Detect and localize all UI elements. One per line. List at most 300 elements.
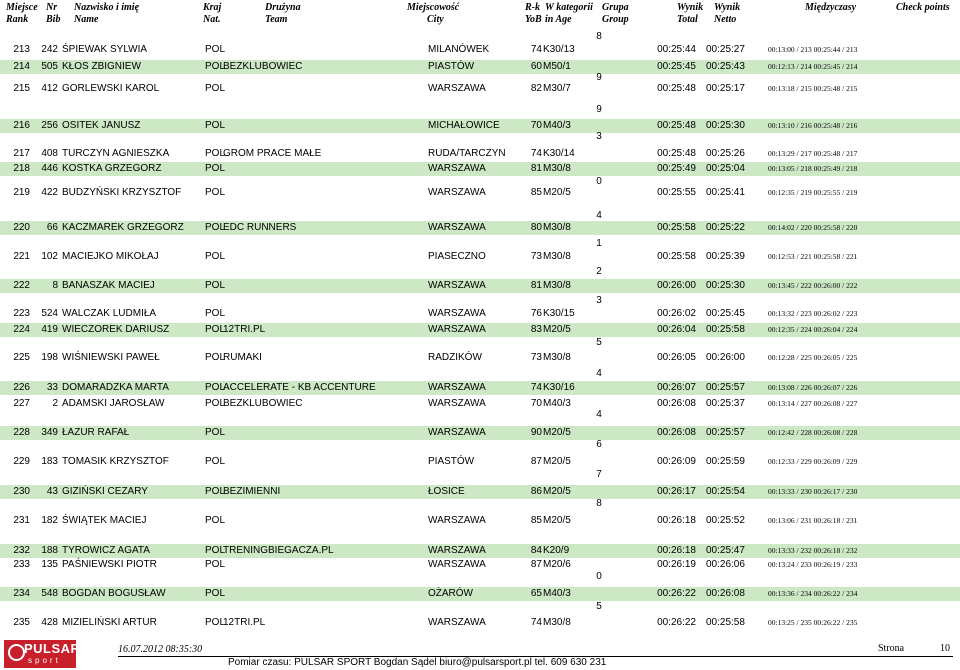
table-cell-netto: 00:25:30 <box>706 120 745 131</box>
table-cell-rank: 228 <box>13 427 30 438</box>
table-cell-city: WARSZAWA <box>428 163 486 174</box>
table-cell-age: M50/1 <box>543 61 571 72</box>
table-cell-rank: 220 <box>13 222 30 233</box>
table-cell-nat: POL <box>205 398 226 409</box>
table-cell-split: 00:13:00 / 213 00:25:44 / 213 <box>768 45 858 54</box>
group-digit-fragment: 3 <box>596 295 602 306</box>
footer-timing-credit: Pomiar czasu: PULSAR SPORT Bogdan Sądel biuro@pulsarsport.pl tel. 609 630 231 <box>228 657 607 668</box>
table-cell-age: M30/8 <box>543 280 571 291</box>
table-cell-nat: POL <box>205 187 226 198</box>
table-cell-yob: 65 <box>530 588 542 599</box>
table-cell-total: 00:26:05 <box>657 352 696 363</box>
group-digit-fragment: 0 <box>596 176 602 187</box>
table-cell-bib: 188 <box>41 545 58 556</box>
table-cell-name: TYROWICZ AGATA <box>62 545 150 556</box>
table-cell-rank: 231 <box>13 515 30 526</box>
group-digit-fragment: 5 <box>596 337 602 348</box>
group-digit-fragment: 0 <box>596 571 602 582</box>
group-digit-fragment: 6 <box>596 439 602 450</box>
table-cell-name: WIŚNIEWSKI PAWEŁ <box>62 352 160 363</box>
group-digit-fragment: 7 <box>596 469 602 480</box>
table-cell-nat: POL <box>205 324 226 335</box>
header-total-pl: Wynik <box>677 2 704 13</box>
pulsar-sport-logo <box>4 640 81 668</box>
table-cell-age: M40/3 <box>543 588 571 599</box>
table-row <box>0 381 960 395</box>
table-cell-age: M30/8 <box>543 163 571 174</box>
table-cell-rank: 216 <box>13 120 30 131</box>
table-cell-rank: 233 <box>13 559 30 570</box>
table-cell-split: 00:13:36 / 234 00:26:22 / 234 <box>768 589 858 598</box>
table-cell-city: OŻARÓW <box>428 588 473 599</box>
table-cell-bib: 135 <box>41 559 58 570</box>
table-cell-split: 00:13:24 / 233 00:26:19 / 233 <box>768 560 858 569</box>
table-cell-bib: 183 <box>41 456 58 467</box>
table-cell-rank: 224 <box>13 324 30 335</box>
table-cell-name: PAŚNIEWSKI PIOTR <box>62 559 157 570</box>
table-row <box>0 514 960 528</box>
header-rank-pl: Miejsce <box>6 2 38 13</box>
table-row <box>0 43 960 57</box>
table-cell-name: KACZMAREK GRZEGORZ <box>62 222 184 233</box>
table-cell-name: DOMARADZKA MARTA <box>62 382 169 393</box>
table-row <box>0 307 960 321</box>
table-cell-split: 00:12:33 / 229 00:26:09 / 229 <box>768 457 858 466</box>
table-cell-city: WARSZAWA <box>428 83 486 94</box>
header-total-en: Total <box>677 14 698 25</box>
table-cell-rank: 223 <box>13 308 30 319</box>
table-cell-city: WARSZAWA <box>428 427 486 438</box>
table-cell-age: M30/8 <box>543 251 571 262</box>
table-cell-name: GORLEWSKI KAROL <box>62 83 160 94</box>
table-cell-name: ŚPIEWAK SYLWIA <box>62 44 148 55</box>
table-cell-city: WARSZAWA <box>428 187 486 198</box>
table-cell-name: WALCZAK LUDMIŁA <box>62 308 157 319</box>
table-cell-total: 00:26:00 <box>657 280 696 291</box>
table-cell-rank: 222 <box>13 280 30 291</box>
table-row <box>0 426 960 440</box>
table-cell-yob: 86 <box>530 486 542 497</box>
table-cell-bib: 412 <box>41 83 58 94</box>
table-cell-yob: 74 <box>530 148 542 159</box>
table-cell-age: M40/3 <box>543 398 571 409</box>
table-cell-team: EDC RUNNERS <box>223 222 297 233</box>
header-city-en: City <box>427 14 444 25</box>
table-cell-team: RUMAKI <box>223 352 262 363</box>
table-cell-bib: 428 <box>41 617 58 628</box>
table-cell-total: 00:26:18 <box>657 515 696 526</box>
table-cell-yob: 82 <box>530 83 542 94</box>
table-cell-age: M20/5 <box>543 324 571 335</box>
table-cell-rank: 219 <box>13 187 30 198</box>
table-cell-netto: 00:25:47 <box>706 545 745 556</box>
header-age-pl: W kategorii <box>545 2 593 13</box>
table-cell-rank: 235 <box>13 617 30 628</box>
table-row <box>0 455 960 469</box>
table-cell-bib: 242 <box>41 44 58 55</box>
table-cell-name: OSITEK JANUSZ <box>62 120 141 131</box>
header-nat-pl: Kraj <box>203 2 222 13</box>
table-cell-name: BUDZYŃSKI KRZYSZTOF <box>62 187 182 198</box>
table-cell-name: TURCZYN AGNIESZKA <box>62 148 170 159</box>
group-digit-fragment: 4 <box>596 409 602 420</box>
table-cell-total: 00:26:08 <box>657 427 696 438</box>
table-cell-name: BANASZAK MACIEJ <box>62 280 155 291</box>
header-rank-en: Rank <box>6 14 29 25</box>
group-digit-fragment: 8 <box>596 31 602 42</box>
table-cell-netto: 00:26:08 <box>706 588 745 599</box>
table-cell-split: 00:13:14 / 227 00:26:08 / 227 <box>768 399 858 408</box>
table-cell-city: WARSZAWA <box>428 559 486 570</box>
table-cell-split: 00:13:10 / 216 00:25:48 / 216 <box>768 121 858 130</box>
table-cell-nat: POL <box>205 617 226 628</box>
table-cell-split: 00:12:42 / 228 00:26:08 / 228 <box>768 428 858 437</box>
table-cell-nat: POL <box>205 352 226 363</box>
table-cell-split: 00:13:08 / 226 00:26:07 / 226 <box>768 383 858 392</box>
header-group-en: Group <box>602 14 629 25</box>
header-bib-en: Bib <box>46 14 61 25</box>
table-row <box>0 60 960 74</box>
table-cell-total: 00:25:48 <box>657 120 696 131</box>
table-cell-age: M30/7 <box>543 83 571 94</box>
table-cell-name: GIZIŃSKI CEZARY <box>62 486 148 497</box>
table-cell-total: 00:25:44 <box>657 44 696 55</box>
table-row <box>0 587 960 601</box>
table-cell-bib: 198 <box>41 352 58 363</box>
table-cell-age: M30/8 <box>543 222 571 233</box>
table-row <box>0 279 960 293</box>
table-cell-netto: 00:25:30 <box>706 280 745 291</box>
table-cell-netto: 00:25:27 <box>706 44 745 55</box>
table-cell-name: WIECZOREK DARIUSZ <box>62 324 170 335</box>
table-cell-city: WARSZAWA <box>428 324 486 335</box>
header-checkpoints: Check points <box>896 2 950 13</box>
table-cell-yob: 70 <box>530 398 542 409</box>
header-netto-en: Netto <box>714 14 737 25</box>
table-cell-team: 12TRI.PL <box>223 324 266 335</box>
table-cell-bib: 524 <box>41 308 58 319</box>
table-cell-total: 00:26:09 <box>657 456 696 467</box>
table-cell-total: 00:26:08 <box>657 398 696 409</box>
table-cell-yob: 84 <box>530 545 542 556</box>
table-cell-netto: 00:25:39 <box>706 251 745 262</box>
header-yob-en: YoB <box>525 14 542 25</box>
table-cell-split: 00:13:45 / 222 00:26:00 / 222 <box>768 281 858 290</box>
table-cell-bib: 419 <box>41 324 58 335</box>
table-cell-nat: POL <box>205 280 226 291</box>
header-team-en: Team <box>265 14 288 25</box>
group-digit-fragment: 5 <box>596 601 602 612</box>
table-cell-bib: 8 <box>52 280 58 291</box>
table-cell-total: 00:26:04 <box>657 324 696 335</box>
table-cell-netto: 00:25:37 <box>706 398 745 409</box>
table-cell-yob: 83 <box>530 324 542 335</box>
table-cell-total: 00:25:58 <box>657 222 696 233</box>
footer-page-number: 10 <box>940 643 950 654</box>
table-cell-netto: 00:26:06 <box>706 559 745 570</box>
footer-page-label: Strona <box>878 643 905 654</box>
table-cell-bib: 349 <box>41 427 58 438</box>
table-cell-netto: 00:25:26 <box>706 148 745 159</box>
table-cell-city: PIASECZNO <box>428 251 486 262</box>
header-bib-pl: Nr <box>46 2 58 13</box>
table-cell-rank: 229 <box>13 456 30 467</box>
logo-sub-text: sport <box>28 656 61 665</box>
table-cell-yob: 73 <box>530 352 542 363</box>
table-cell-name: KOSTKA GRZEGORZ <box>62 163 162 174</box>
table-cell-age: K30/16 <box>543 382 575 393</box>
table-cell-name: BOGDAN BOGUSŁAW <box>62 588 166 599</box>
table-row <box>0 147 960 161</box>
table-cell-city: MILANÓWEK <box>428 44 490 55</box>
table-cell-bib: 422 <box>41 187 58 198</box>
table-cell-bib: 43 <box>46 486 58 497</box>
table-cell-yob: 76 <box>530 308 542 319</box>
table-cell-split: 00:13:25 / 235 00:26:22 / 235 <box>768 618 858 627</box>
table-cell-name: TOMASIK KRZYSZTOF <box>62 456 169 467</box>
table-cell-city: WARSZAWA <box>428 515 486 526</box>
table-cell-netto: 00:25:43 <box>706 61 745 72</box>
table-cell-yob: 90 <box>530 427 542 438</box>
table-cell-netto: 00:25:52 <box>706 515 745 526</box>
table-cell-yob: 73 <box>530 251 542 262</box>
table-cell-yob: 74 <box>530 617 542 628</box>
table-cell-nat: POL <box>205 148 226 159</box>
table-cell-city: RADZIKÓW <box>428 352 482 363</box>
header-group-pl: Grupa <box>602 2 629 13</box>
table-cell-team: TRENINGBIEGACZA.PL <box>223 545 334 556</box>
table-cell-bib: 66 <box>46 222 58 233</box>
table-cell-name: ADAMSKI JAROSŁAW <box>62 398 165 409</box>
table-cell-total: 00:26:19 <box>657 559 696 570</box>
table-row <box>0 485 960 499</box>
table-cell-nat: POL <box>205 163 226 174</box>
header-city-pl: Miejscowość <box>407 2 460 13</box>
header-age-en: in Age <box>545 14 572 25</box>
table-cell-netto: 00:25:59 <box>706 456 745 467</box>
table-cell-yob: 87 <box>530 456 542 467</box>
table-row <box>0 351 960 365</box>
table-cell-name: ŚWIĄTEK MACIEJ <box>62 515 147 526</box>
table-cell-total: 00:25:49 <box>657 163 696 174</box>
table-cell-rank: 213 <box>13 44 30 55</box>
table-cell-city: WARSZAWA <box>428 222 486 233</box>
table-cell-yob: 60 <box>530 61 542 72</box>
table-cell-age: M20/5 <box>543 515 571 526</box>
header-split: Międzyczasy <box>805 2 857 13</box>
table-cell-total: 00:26:22 <box>657 588 696 599</box>
table-cell-netto: 00:25:22 <box>706 222 745 233</box>
table-cell-age: K20/9 <box>543 545 570 556</box>
table-cell-split: 00:12:35 / 224 00:26:04 / 224 <box>768 325 858 334</box>
table-cell-split: 00:14:02 / 220 00:25:58 / 220 <box>768 223 858 232</box>
table-cell-split: 00:12:53 / 221 00:25:58 / 221 <box>768 252 858 261</box>
table-cell-age: K30/15 <box>543 308 575 319</box>
table-cell-rank: 214 <box>13 61 30 72</box>
table-cell-age: M20/5 <box>543 187 571 198</box>
table-cell-split: 00:13:32 / 223 00:26:02 / 223 <box>768 309 858 318</box>
table-cell-name: MIZIELIŃSKI ARTUR <box>62 617 157 628</box>
table-row <box>0 544 960 558</box>
table-cell-name: KŁOS ZBIGNIEW <box>62 61 141 72</box>
table-cell-nat: POL <box>205 559 226 570</box>
table-row <box>0 558 960 572</box>
table-cell-age: M30/8 <box>543 352 571 363</box>
table-cell-rank: 232 <box>13 545 30 556</box>
table-cell-bib: 182 <box>41 515 58 526</box>
header-netto-pl: Wynik <box>714 2 741 13</box>
table-cell-bib: 102 <box>41 251 58 262</box>
group-digit-fragment: 4 <box>596 210 602 221</box>
table-cell-nat: POL <box>205 44 226 55</box>
table-cell-netto: 00:25:17 <box>706 83 745 94</box>
table-cell-total: 00:26:18 <box>657 545 696 556</box>
table-cell-bib: 548 <box>41 588 58 599</box>
table-cell-netto: 00:25:57 <box>706 382 745 393</box>
table-cell-team: BEZIMIENNI <box>223 486 281 497</box>
table-cell-total: 00:26:07 <box>657 382 696 393</box>
table-cell-nat: POL <box>205 251 226 262</box>
table-cell-name: ŁAZUR RAFAŁ <box>62 427 130 438</box>
table-cell-city: WARSZAWA <box>428 617 486 628</box>
table-cell-team: BEZKLUBOWIEC <box>223 398 303 409</box>
table-cell-yob: 74 <box>530 44 542 55</box>
group-digit-fragment: 1 <box>596 238 602 249</box>
table-cell-city: ŁOSICE <box>428 486 465 497</box>
table-row <box>0 250 960 264</box>
group-digit-fragment: 4 <box>596 368 602 379</box>
logo-ring-icon <box>8 644 25 661</box>
table-cell-age: M40/3 <box>543 120 571 131</box>
table-cell-age: M20/5 <box>543 486 571 497</box>
table-cell-rank: 215 <box>13 83 30 94</box>
table-row <box>0 162 960 176</box>
table-cell-netto: 00:25:45 <box>706 308 745 319</box>
table-cell-city: WARSZAWA <box>428 398 486 409</box>
table-cell-yob: 74 <box>530 382 542 393</box>
header-name-pl: Nazwisko i imię <box>74 2 140 13</box>
table-row <box>0 186 960 200</box>
table-cell-yob: 85 <box>530 187 542 198</box>
table-cell-netto: 00:26:00 <box>706 352 745 363</box>
header-yob-pl: R-k <box>525 2 540 13</box>
table-cell-age: M20/5 <box>543 427 571 438</box>
table-cell-age: M20/5 <box>543 456 571 467</box>
table-cell-netto: 00:25:58 <box>706 324 745 335</box>
table-cell-nat: POL <box>205 545 226 556</box>
table-cell-team: ACCELERATE - KB ACCENTURE <box>223 382 376 393</box>
table-cell-rank: 234 <box>13 588 30 599</box>
table-cell-rank: 218 <box>13 163 30 174</box>
group-digit-fragment: 8 <box>596 498 602 509</box>
table-cell-city: WARSZAWA <box>428 545 486 556</box>
table-cell-nat: POL <box>205 308 226 319</box>
table-cell-city: PIASTÓW <box>428 456 475 467</box>
table-cell-total: 00:26:22 <box>657 617 696 628</box>
table-cell-netto: 00:25:04 <box>706 163 745 174</box>
table-cell-nat: POL <box>205 427 226 438</box>
table-cell-total: 00:25:55 <box>657 187 696 198</box>
table-cell-rank: 221 <box>13 251 30 262</box>
table-cell-nat: POL <box>205 382 226 393</box>
table-cell-city: WARSZAWA <box>428 280 486 291</box>
table-cell-city: WARSZAWA <box>428 382 486 393</box>
table-cell-nat: POL <box>205 120 226 131</box>
table-cell-city: RUDA/TARCZYN <box>428 148 506 159</box>
table-row <box>0 82 960 96</box>
table-cell-bib: 256 <box>41 120 58 131</box>
table-cell-team: 12TRI.PL <box>223 617 266 628</box>
table-cell-team: GROM PRACE MAŁE <box>223 148 322 159</box>
table-cell-netto: 00:25:57 <box>706 427 745 438</box>
table-cell-age: M30/8 <box>543 617 571 628</box>
table-cell-age: M20/6 <box>543 559 571 570</box>
table-cell-split: 00:13:06 / 231 00:26:18 / 231 <box>768 516 858 525</box>
table-cell-city: MICHAŁOWICE <box>428 120 500 131</box>
table-cell-yob: 80 <box>530 222 542 233</box>
group-digit-fragment: 3 <box>596 131 602 142</box>
table-cell-rank: 217 <box>13 148 30 159</box>
table-cell-age: K30/14 <box>543 148 575 159</box>
table-row <box>0 397 960 411</box>
group-digit-fragment: 9 <box>596 72 602 83</box>
table-row <box>0 119 960 133</box>
table-cell-yob: 81 <box>530 280 542 291</box>
table-cell-nat: POL <box>205 486 226 497</box>
table-cell-netto: 00:25:58 <box>706 617 745 628</box>
table-cell-nat: POL <box>205 456 226 467</box>
header-nat-en: Nat. <box>203 14 221 25</box>
table-cell-split: 00:12:35 / 219 00:25:55 / 219 <box>768 188 858 197</box>
table-cell-yob: 87 <box>530 559 542 570</box>
table-cell-nat: POL <box>205 61 226 72</box>
table-row <box>0 221 960 235</box>
table-cell-nat: POL <box>205 222 226 233</box>
table-cell-rank: 225 <box>13 352 30 363</box>
table-cell-bib: 505 <box>41 61 58 72</box>
table-cell-split: 00:13:29 / 217 00:25:48 / 217 <box>768 149 858 158</box>
logo-main-text: PULSAR <box>24 641 81 656</box>
table-cell-nat: POL <box>205 588 226 599</box>
table-cell-netto: 00:25:41 <box>706 187 745 198</box>
table-row <box>0 323 960 337</box>
table-cell-total: 00:25:48 <box>657 83 696 94</box>
table-cell-nat: POL <box>205 515 226 526</box>
group-digit-fragment: 2 <box>596 266 602 277</box>
table-cell-yob: 70 <box>530 120 542 131</box>
table-cell-split: 00:13:05 / 218 00:25:49 / 218 <box>768 164 858 173</box>
header-team-pl: Drużyna <box>265 2 301 13</box>
table-cell-bib: 33 <box>46 382 58 393</box>
table-cell-city: WARSZAWA <box>428 308 486 319</box>
table-cell-total: 00:25:48 <box>657 148 696 159</box>
table-cell-team: BEZKLUBOWIEC <box>223 61 303 72</box>
table-cell-split: 00:13:18 / 215 00:25:48 / 215 <box>768 84 858 93</box>
table-cell-rank: 227 <box>13 398 30 409</box>
header-name-en: Name <box>74 14 99 25</box>
table-cell-total: 00:26:17 <box>657 486 696 497</box>
table-cell-bib: 446 <box>41 163 58 174</box>
table-cell-rank: 230 <box>13 486 30 497</box>
table-cell-total: 00:26:02 <box>657 308 696 319</box>
table-cell-split: 00:12:13 / 214 00:25:45 / 214 <box>768 62 858 71</box>
table-cell-name: MACIEJKO MIKOŁAJ <box>62 251 159 262</box>
table-cell-nat: POL <box>205 83 226 94</box>
table-cell-netto: 00:25:54 <box>706 486 745 497</box>
table-row <box>0 616 960 630</box>
table-cell-bib: 408 <box>41 148 58 159</box>
group-digit-fragment: 9 <box>596 104 602 115</box>
